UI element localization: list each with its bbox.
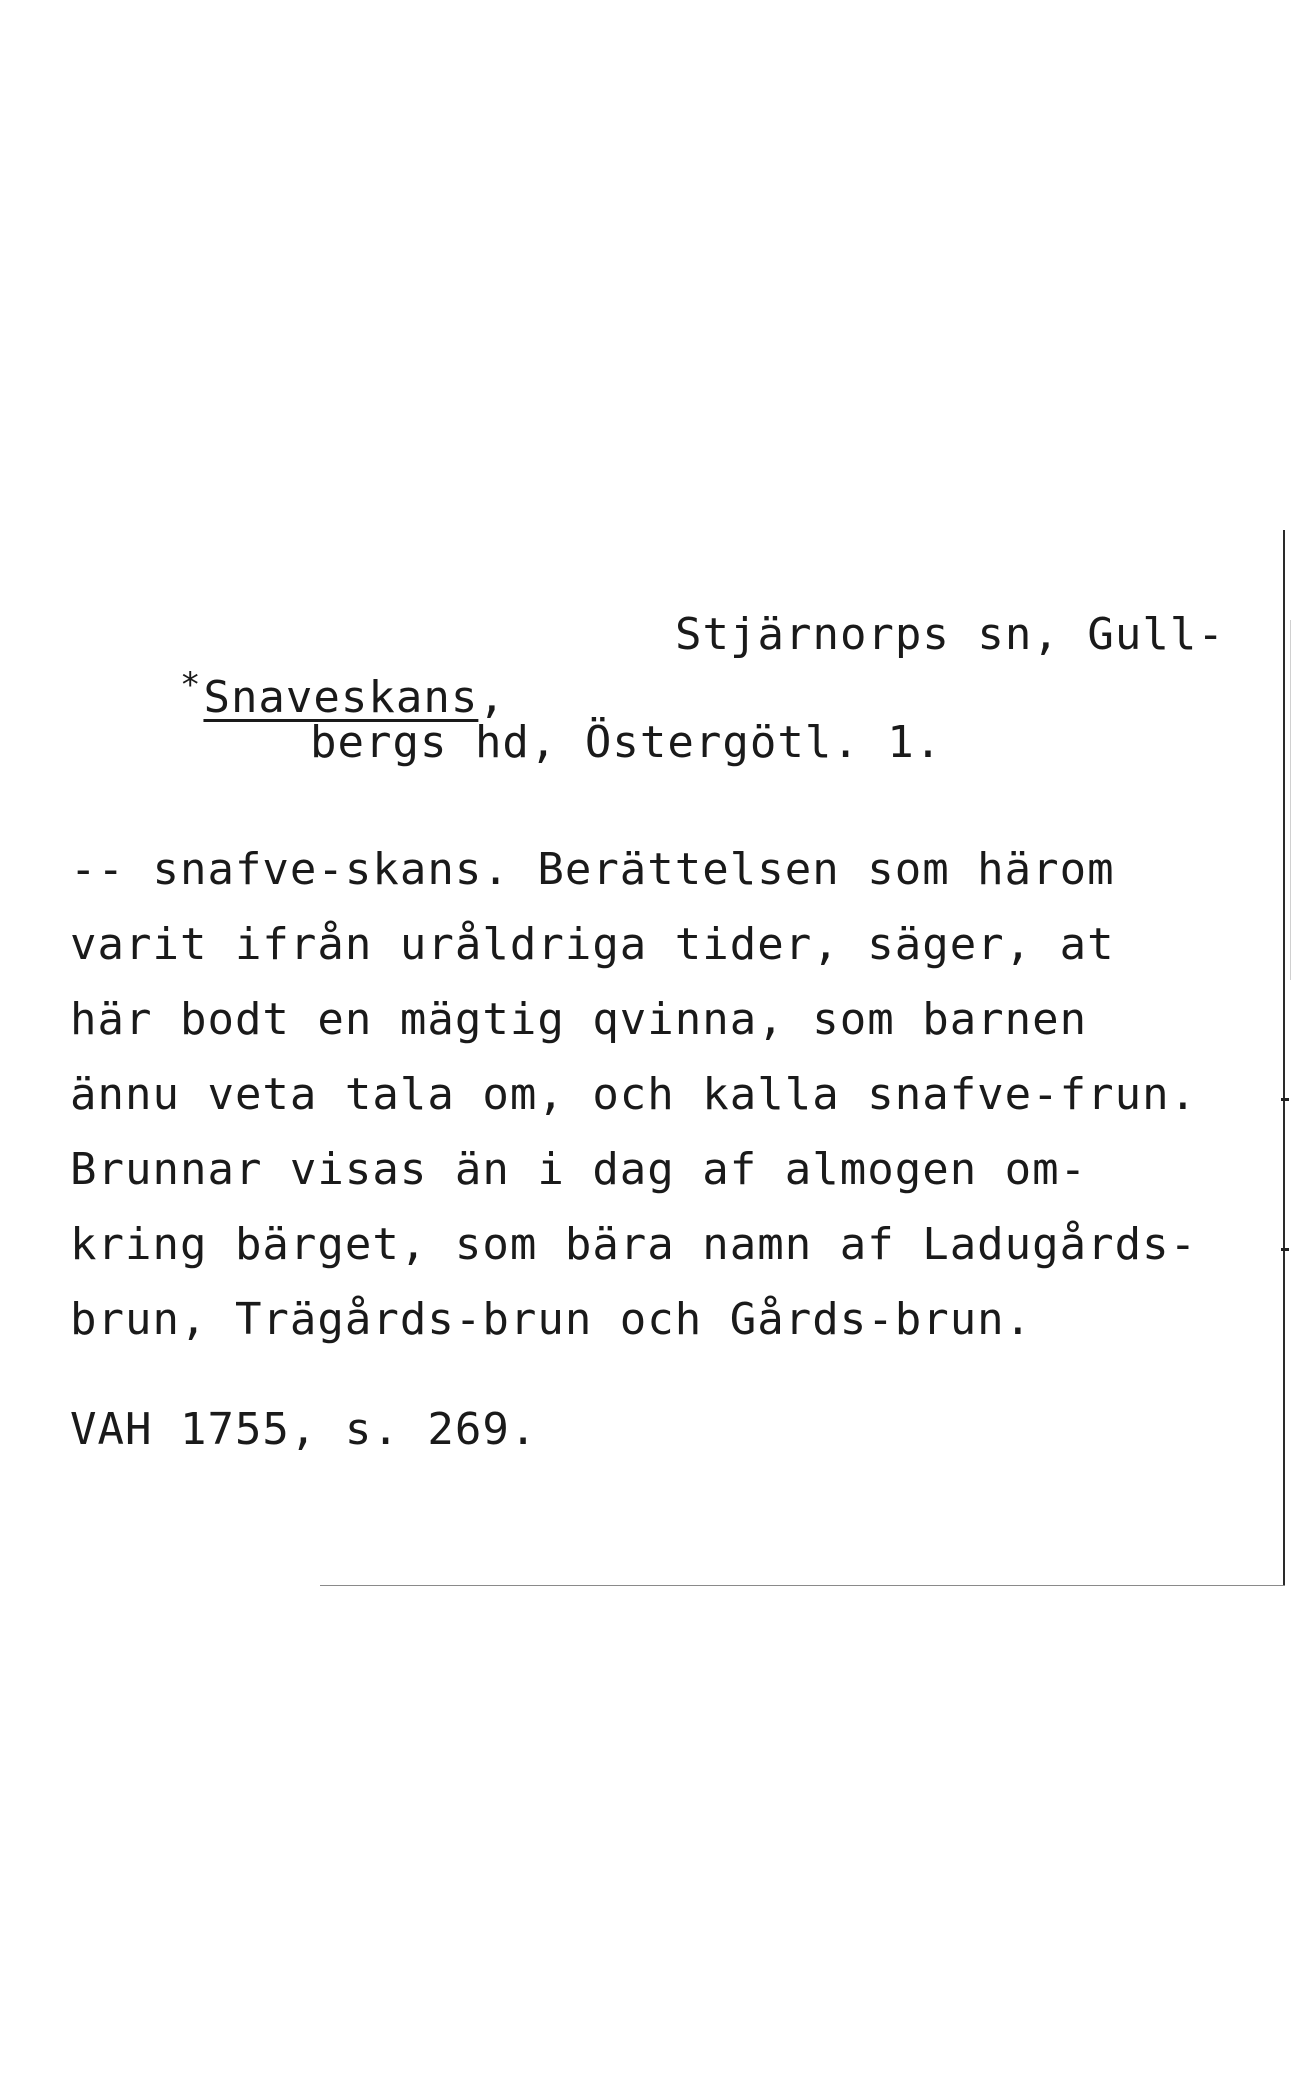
body-line: kring bärget, som bära namn af Ladugårds- <box>70 1219 1198 1270</box>
card-faint-edge <box>1290 620 1291 980</box>
body-line: ännu veta tala om, och kalla snafve-frun. <box>70 1069 1198 1120</box>
headword-comma: , <box>478 672 506 723</box>
card-bottom-edge <box>320 1585 1285 1586</box>
edge-tick <box>1281 1248 1289 1251</box>
source-reference: VAH 1755, s. 269. <box>70 1404 538 1455</box>
body-line: brun, Trägårds-brun och Gårds-brun. <box>70 1294 1033 1345</box>
location-line-2: bergs hd, Östergötl. 1. <box>310 717 943 768</box>
card-right-edge <box>1283 530 1285 1585</box>
body-line: varit ifrån uråldriga tider, säger, at <box>70 919 1115 970</box>
headword: Snaveskans <box>203 672 479 723</box>
body-line: -- snafve-skans. Berättelsen som härom <box>70 844 1115 895</box>
body-line: här bodt en mägtig qvinna, som barnen <box>70 994 1088 1045</box>
asterisk-mark: * <box>179 665 202 705</box>
edge-tick <box>1281 1098 1289 1101</box>
location-line-1: Stjärnorps sn, Gull- <box>675 609 1225 660</box>
body-line: Brunnar visas än i dag af almogen om- <box>70 1144 1088 1195</box>
